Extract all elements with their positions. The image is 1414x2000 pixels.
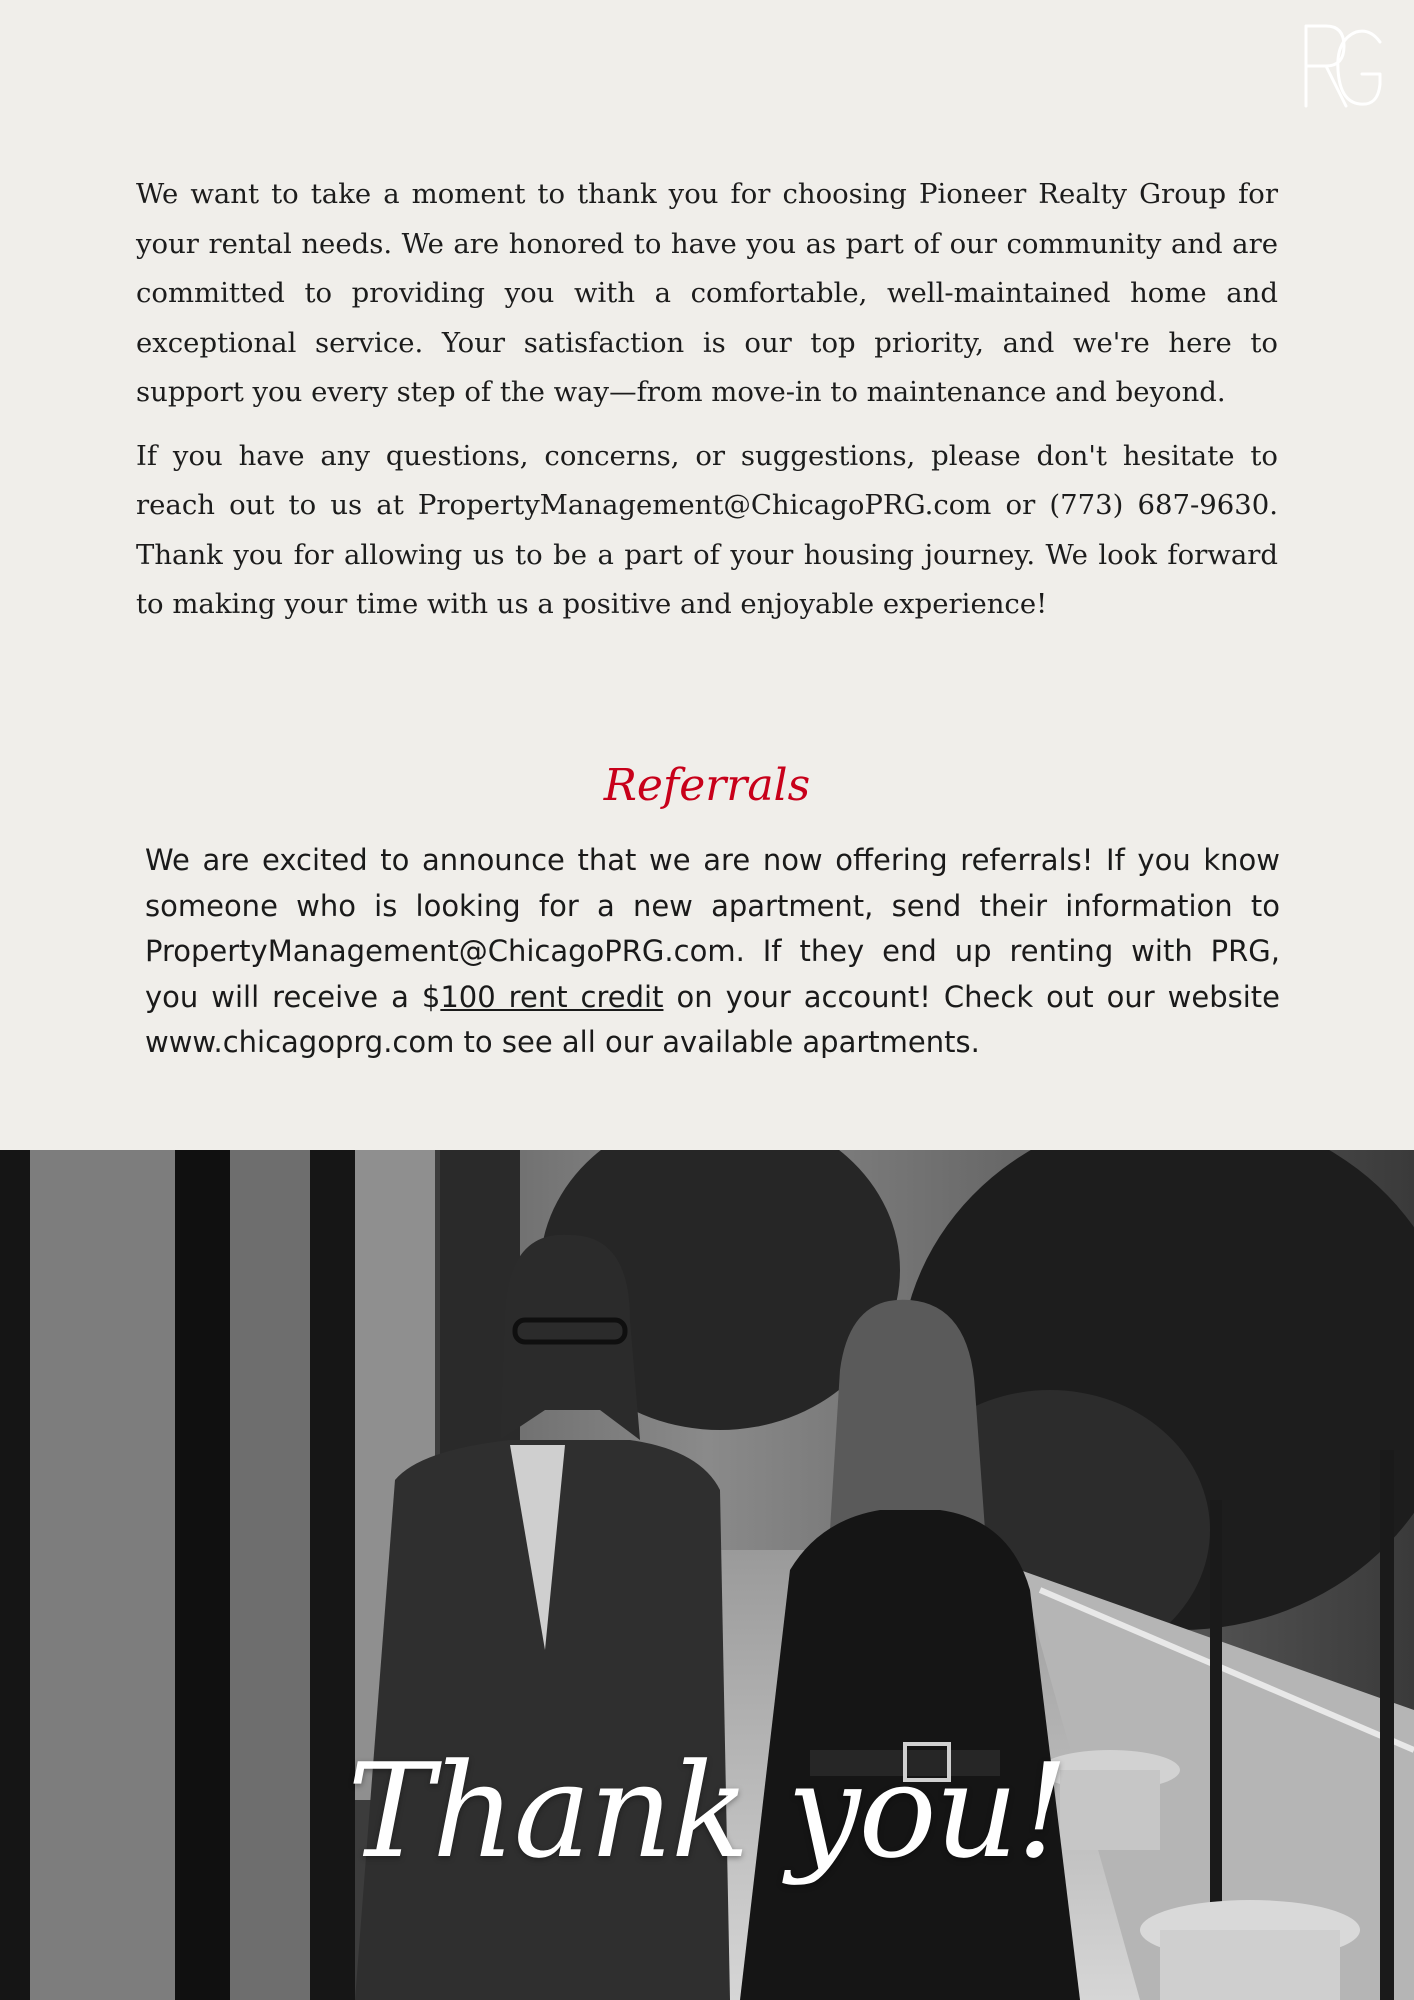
referrals-text-after: on your account! Check out our website www.chicagoprg.com to see all our available apartments. bbox=[145, 979, 1280, 1059]
rent-credit-link[interactable]: 100 rent credit bbox=[440, 979, 664, 1014]
referrals-body bbox=[145, 838, 1280, 1066]
thank-you-script: Thank you! bbox=[347, 1735, 1067, 1887]
couple-photo bbox=[0, 1150, 1414, 2000]
referrals-text-before: We are excited to announce that we are now offering referrals! If you know someone who is looking for a new apartment, send their information to PropertyManagement@ChicagoPRG.com. If they end up renting with PRG, you will receive a $ bbox=[145, 843, 1280, 1014]
intro-letter bbox=[136, 170, 1278, 644]
intro-paragraph-1: We want to take a moment to thank you for choosing Pioneer Realty Group for your rental needs. We are honored to have you as part of our community and are committed to providing you with a comfortable, well-maintained home and exceptional service. Your satisfaction is our top priority, and we're here to support you every step of the way—from move-in to maintenance and beyond. bbox=[136, 178, 1278, 408]
intro-paragraph-2: If you have any questions, concerns, or suggestions, please don't hesitate to reach out to us at PropertyManagement@ChicagoPRG.com or (773) 687-9630. Thank you for allowing us to be a part of your housing journey. We look forward to making your time with us a positive and enjoyable experience! bbox=[136, 439, 1278, 620]
referrals-title: Referrals bbox=[603, 760, 811, 811]
prg-logo-icon bbox=[1300, 22, 1384, 108]
